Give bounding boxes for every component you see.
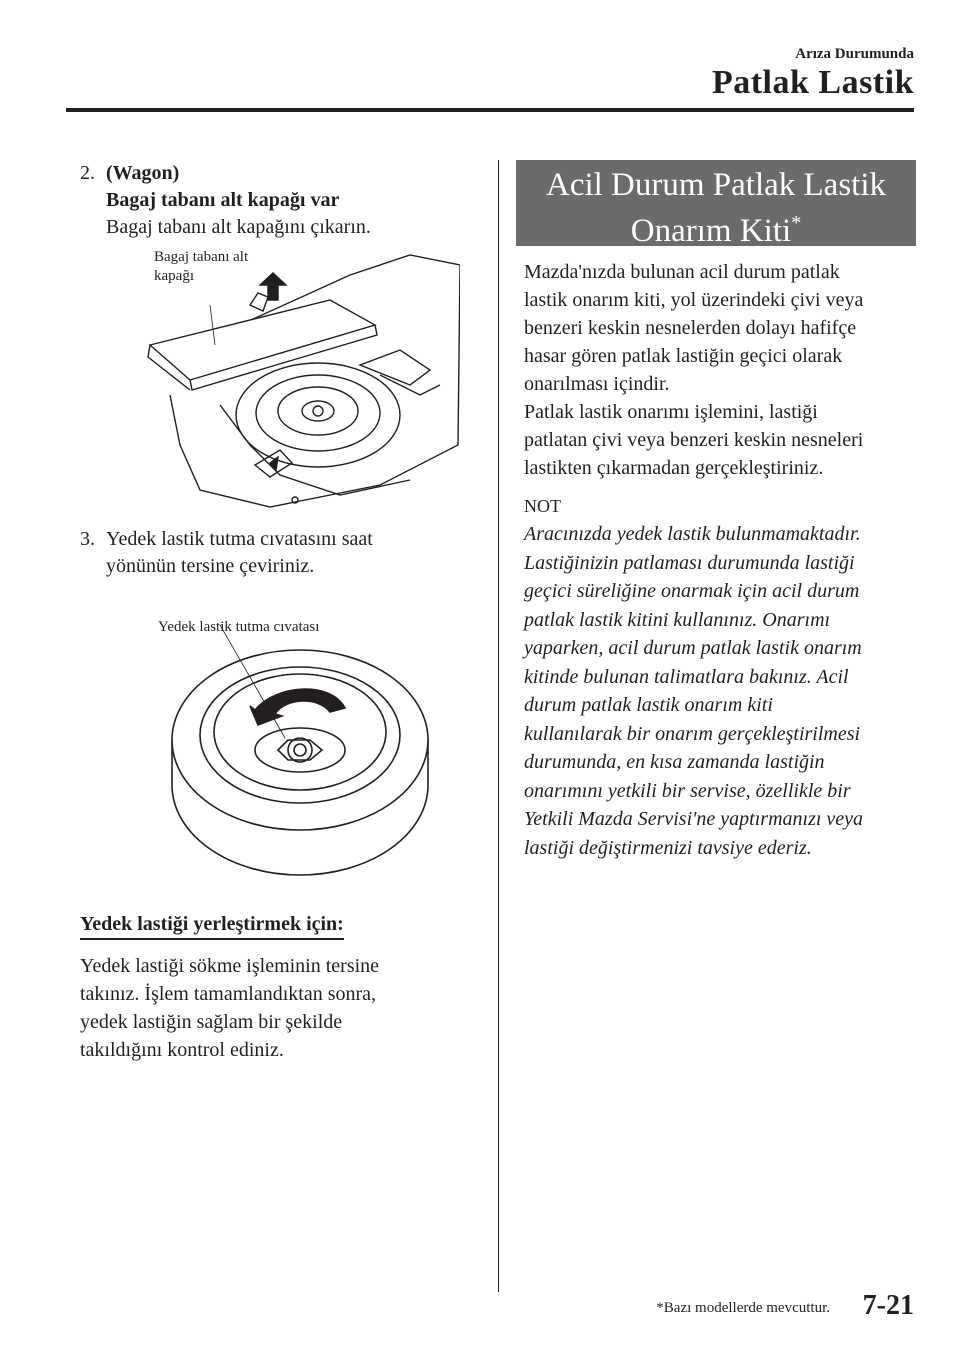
note-title: NOT xyxy=(524,496,561,516)
section-header: Arıza Durumunda xyxy=(795,46,914,62)
step-number: 3. xyxy=(80,528,95,550)
note-body xyxy=(524,520,920,862)
body-line: benzeri keskin nesnelerden dolayı hafifçe xyxy=(524,317,857,339)
body-line: patlatan çivi veya benzeri keskin nesneleri xyxy=(524,429,864,451)
body-line: Patlak lastik onarımı işlemini, lastiği xyxy=(524,401,818,423)
step-variant: (Wagon) xyxy=(106,162,180,184)
note-line: durumunda, en kısa zamanda lastiğin xyxy=(524,751,825,773)
kit-description xyxy=(524,258,920,862)
column-divider xyxy=(498,160,499,1292)
step-heading: Bagaj tabanı alt kapağı var xyxy=(106,189,340,211)
section-banner xyxy=(516,160,916,249)
asterisk-marker: * xyxy=(791,212,802,234)
note-line: yaparken, acil durum patlak lastik onarım xyxy=(524,637,862,659)
note-line: durum patlak lastik onarım kiti xyxy=(524,694,773,716)
note-line: Yetkili Mazda Servisi'ne yaptırmanızı veya xyxy=(524,808,864,830)
body-line: lastik onarım kiti, yol üzerindeki çivi veya xyxy=(524,289,864,311)
note-line: Lastiğinizin patlaması durumunda lastiği xyxy=(524,551,855,574)
step-number: 2. xyxy=(80,162,95,184)
page-title: Patlak Lastik xyxy=(711,64,914,101)
trunk-board-label-line2: kapağı xyxy=(154,268,194,284)
spare-tire-illustration xyxy=(150,610,450,890)
header-rule xyxy=(66,108,914,112)
trunk-board-label-line1: Bagaj tabanı alt xyxy=(154,249,249,265)
note-line: geçici süreliğine onarmak için acil durum xyxy=(524,580,860,602)
step-3 xyxy=(80,526,480,580)
install-line: Yedek lastiği sökme işleminin tersine xyxy=(80,955,380,977)
footnote: *Bazı modellerde mevcuttur. xyxy=(656,1300,830,1316)
note-line: kullanılarak bir onarım gerçekleştirilmesi xyxy=(524,722,861,745)
note-line: lastiği değiştirmenizi tavsiye ederiz. xyxy=(524,836,812,859)
note-line: kitinde bulunan talimatlara bakınız. Acil xyxy=(524,665,849,688)
step-text: Bagaj tabanı alt kapağını çıkarın. xyxy=(106,216,371,238)
trunk-board-label xyxy=(154,248,304,286)
install-line: yedek lastiğin sağlam bir şekilde xyxy=(80,1011,343,1033)
bolt-label: Yedek lastik tutma cıvatası xyxy=(158,619,320,635)
page-number: 7-21 xyxy=(862,1290,914,1321)
note-line: patlak lastik kitini kullanınız. Onarımı xyxy=(524,608,831,631)
step-text-line2: yönünün tersine çeviriniz. xyxy=(106,555,315,577)
note-line: onarımını yetkili bir servise, özellikle bir xyxy=(524,779,851,802)
body-line: Mazda'nızda bulunan acil durum patlak xyxy=(524,261,840,283)
note-line: Aracınızda yedek lastik bulunmamaktadır. xyxy=(524,523,861,545)
banner-line1: Acil Durum Patlak Lastik xyxy=(545,167,887,203)
banner-line2 xyxy=(516,204,916,250)
body-line: onarılması içindir. xyxy=(524,373,670,395)
install-spare-heading: Yedek lastiği yerleştirmek için: xyxy=(80,912,344,940)
install-spare-text xyxy=(80,952,480,1064)
banner-line2-text: Onarım Kiti xyxy=(630,213,792,249)
install-line: takıldığını kontrol ediniz. xyxy=(80,1039,284,1061)
step-2 xyxy=(80,160,480,241)
step-text-line1: Yedek lastik tutma cıvatasını saat xyxy=(106,528,373,550)
install-line: takınız. İşlem tamamlandıktan sonra, xyxy=(80,983,377,1005)
body-line: lastikten çıkarmadan gerçekleştiriniz. xyxy=(524,457,824,479)
body-line: hasar gören patlak lastiğin geçici olarak xyxy=(524,345,843,367)
